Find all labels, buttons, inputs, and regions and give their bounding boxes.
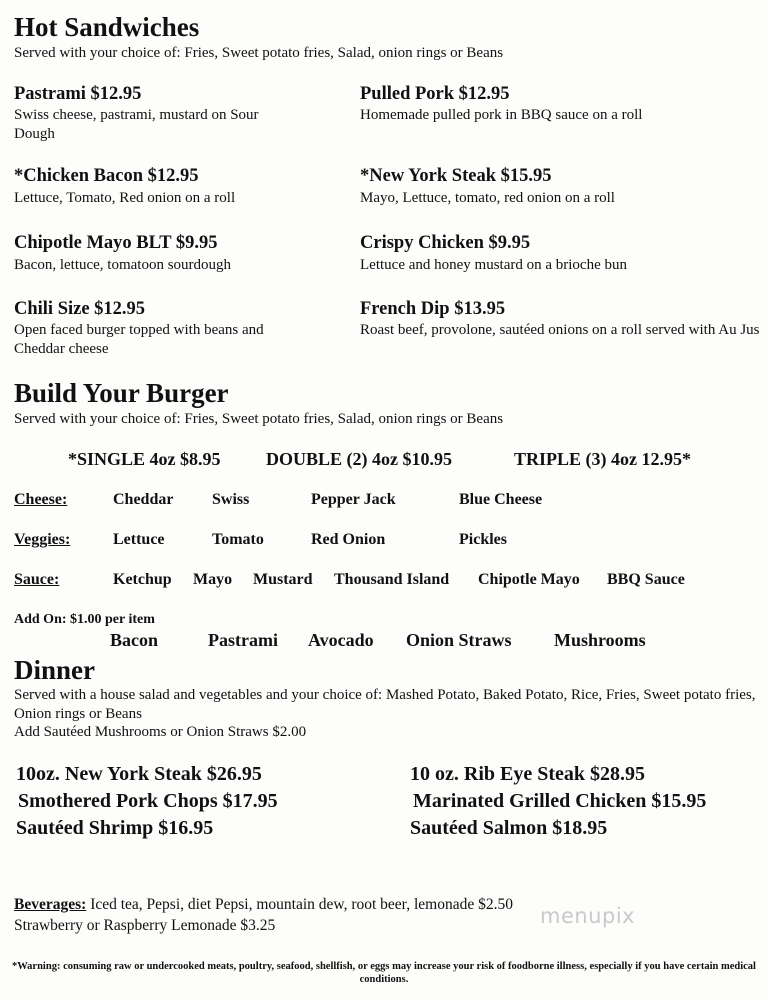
cheese-option: Cheddar (113, 491, 174, 508)
menu-item-title: Chili Size $12.95 (14, 299, 146, 319)
beverages-list: Iced tea, Pepsi, diet Pepsi, mountain dew, root beer, lemonade $2.50 (86, 896, 513, 913)
dinner-item: Sautéed Salmon $18.95 (410, 817, 608, 839)
menu-item-desc: Lettuce and honey mustard on a brioche bun (360, 257, 627, 273)
beverages-line-2: Strawberry or Raspberry Lemonade $3.25 (14, 917, 276, 934)
menu-item-desc: Bacon, lettuce, tomatoon sourdough (14, 257, 232, 273)
menu-item-desc: Swiss cheese, pastrami, mustard on Sour Dough (14, 107, 259, 142)
dinner-item: Marinated Grilled Chicken $15.95 (413, 790, 707, 812)
menu-item-title: Chipotle Mayo BLT $9.95 (14, 233, 218, 253)
add-on-option: Bacon (110, 630, 159, 650)
burger-size-double: DOUBLE (2) 4oz $10.95 (266, 449, 452, 469)
cheese-option: Pepper Jack (311, 491, 396, 508)
beverages-label: Beverages: (14, 896, 87, 913)
dinner-item: 10oz. New York Steak $26.95 (16, 763, 262, 785)
dinner-item: 10 oz. Rib Eye Steak $28.95 (410, 763, 645, 785)
menu-item-title: Crispy Chicken $9.95 (360, 233, 531, 253)
veggie-option: Lettuce (113, 531, 165, 548)
hot-sandwiches-served-with: Served with your choice of: Fries, Sweet potato fries, Salad, onion rings or Beans (14, 45, 504, 61)
menu-item-title: Pastrami $12.95 (14, 84, 142, 104)
veggie-option: Pickles (459, 531, 507, 548)
dinner-add-note: Add Sautéed Mushrooms or Onion Straws $2.00 (14, 724, 307, 740)
veggie-option: Tomato (212, 531, 264, 548)
burger-size-single: *SINGLE 4oz $8.95 (68, 449, 221, 469)
menu-item-title: *Chicken Bacon $12.95 (14, 166, 199, 186)
sauce-label: Sauce: (14, 571, 60, 588)
burger-served-with: Served with your choice of: Fries, Sweet potato fries, Salad, onion rings or Beans (14, 411, 504, 427)
veggies-label: Veggies: (14, 531, 71, 548)
dinner-item: Smothered Pork Chops $17.95 (18, 790, 278, 812)
sauce-option: BBQ Sauce (607, 571, 685, 588)
add-on-option: Pastrami (208, 630, 278, 650)
menu-item-desc: Open faced burger topped with beans and Cheddar cheese (14, 322, 264, 357)
menu-item-title: *New York Steak $15.95 (360, 166, 552, 186)
build-burger-heading: Build Your Burger (14, 378, 229, 408)
menupix-watermark: menupix (540, 904, 636, 928)
add-on-option: Mushrooms (554, 630, 646, 650)
menu-item-title: French Dip $13.95 (360, 299, 506, 319)
dinner-heading: Dinner (14, 655, 95, 685)
sauce-option: Mustard (253, 571, 313, 588)
menu-item-desc: Homemade pulled pork in BBQ sauce on a roll (360, 107, 643, 123)
sauce-option: Mayo (193, 571, 233, 588)
hot-sandwiches-heading: Hot Sandwiches (14, 12, 200, 42)
add-on-label: Add On: $1.00 per item (14, 612, 155, 627)
burger-size-triple: TRIPLE (3) 4oz 12.95* (514, 449, 691, 469)
menu-item-desc: Lettuce, Tomato, Red onion on a roll (14, 190, 236, 206)
food-safety-warning: *Warning: consuming raw or undercooked meats, poultry, seafood, shellfish, or eggs may increase your risk of foodborne illness, especially if you have certain medical conditions. (12, 961, 756, 985)
cheese-option: Swiss (212, 491, 250, 508)
menu-item-desc: Mayo, Lettuce, tomato, red onion on a roll (360, 190, 615, 206)
sauce-option: Ketchup (113, 571, 172, 588)
veggie-option: Red Onion (311, 531, 386, 548)
dinner-served-with: Served with a house salad and vegetables and your choice of: Mashed Potato, Baked Potato, Rice, Fries, Sweet potato fries, Onion rings or Beans (14, 687, 756, 722)
add-on-option: Avocado (308, 630, 374, 650)
beverages-line-1 (14, 896, 513, 914)
menu-item-title: Pulled Pork $12.95 (360, 84, 510, 104)
menu-item-desc: Roast beef, provolone, sautéed onions on a roll served with Au Jus (360, 322, 760, 338)
cheese-label: Cheese: (14, 491, 68, 508)
dinner-item: Sautéed Shrimp $16.95 (16, 817, 214, 839)
cheese-option: Blue Cheese (459, 491, 543, 508)
sauce-option: Chipotle Mayo (478, 571, 580, 588)
sauce-option: Thousand Island (334, 571, 450, 588)
add-on-option: Onion Straws (406, 630, 512, 650)
